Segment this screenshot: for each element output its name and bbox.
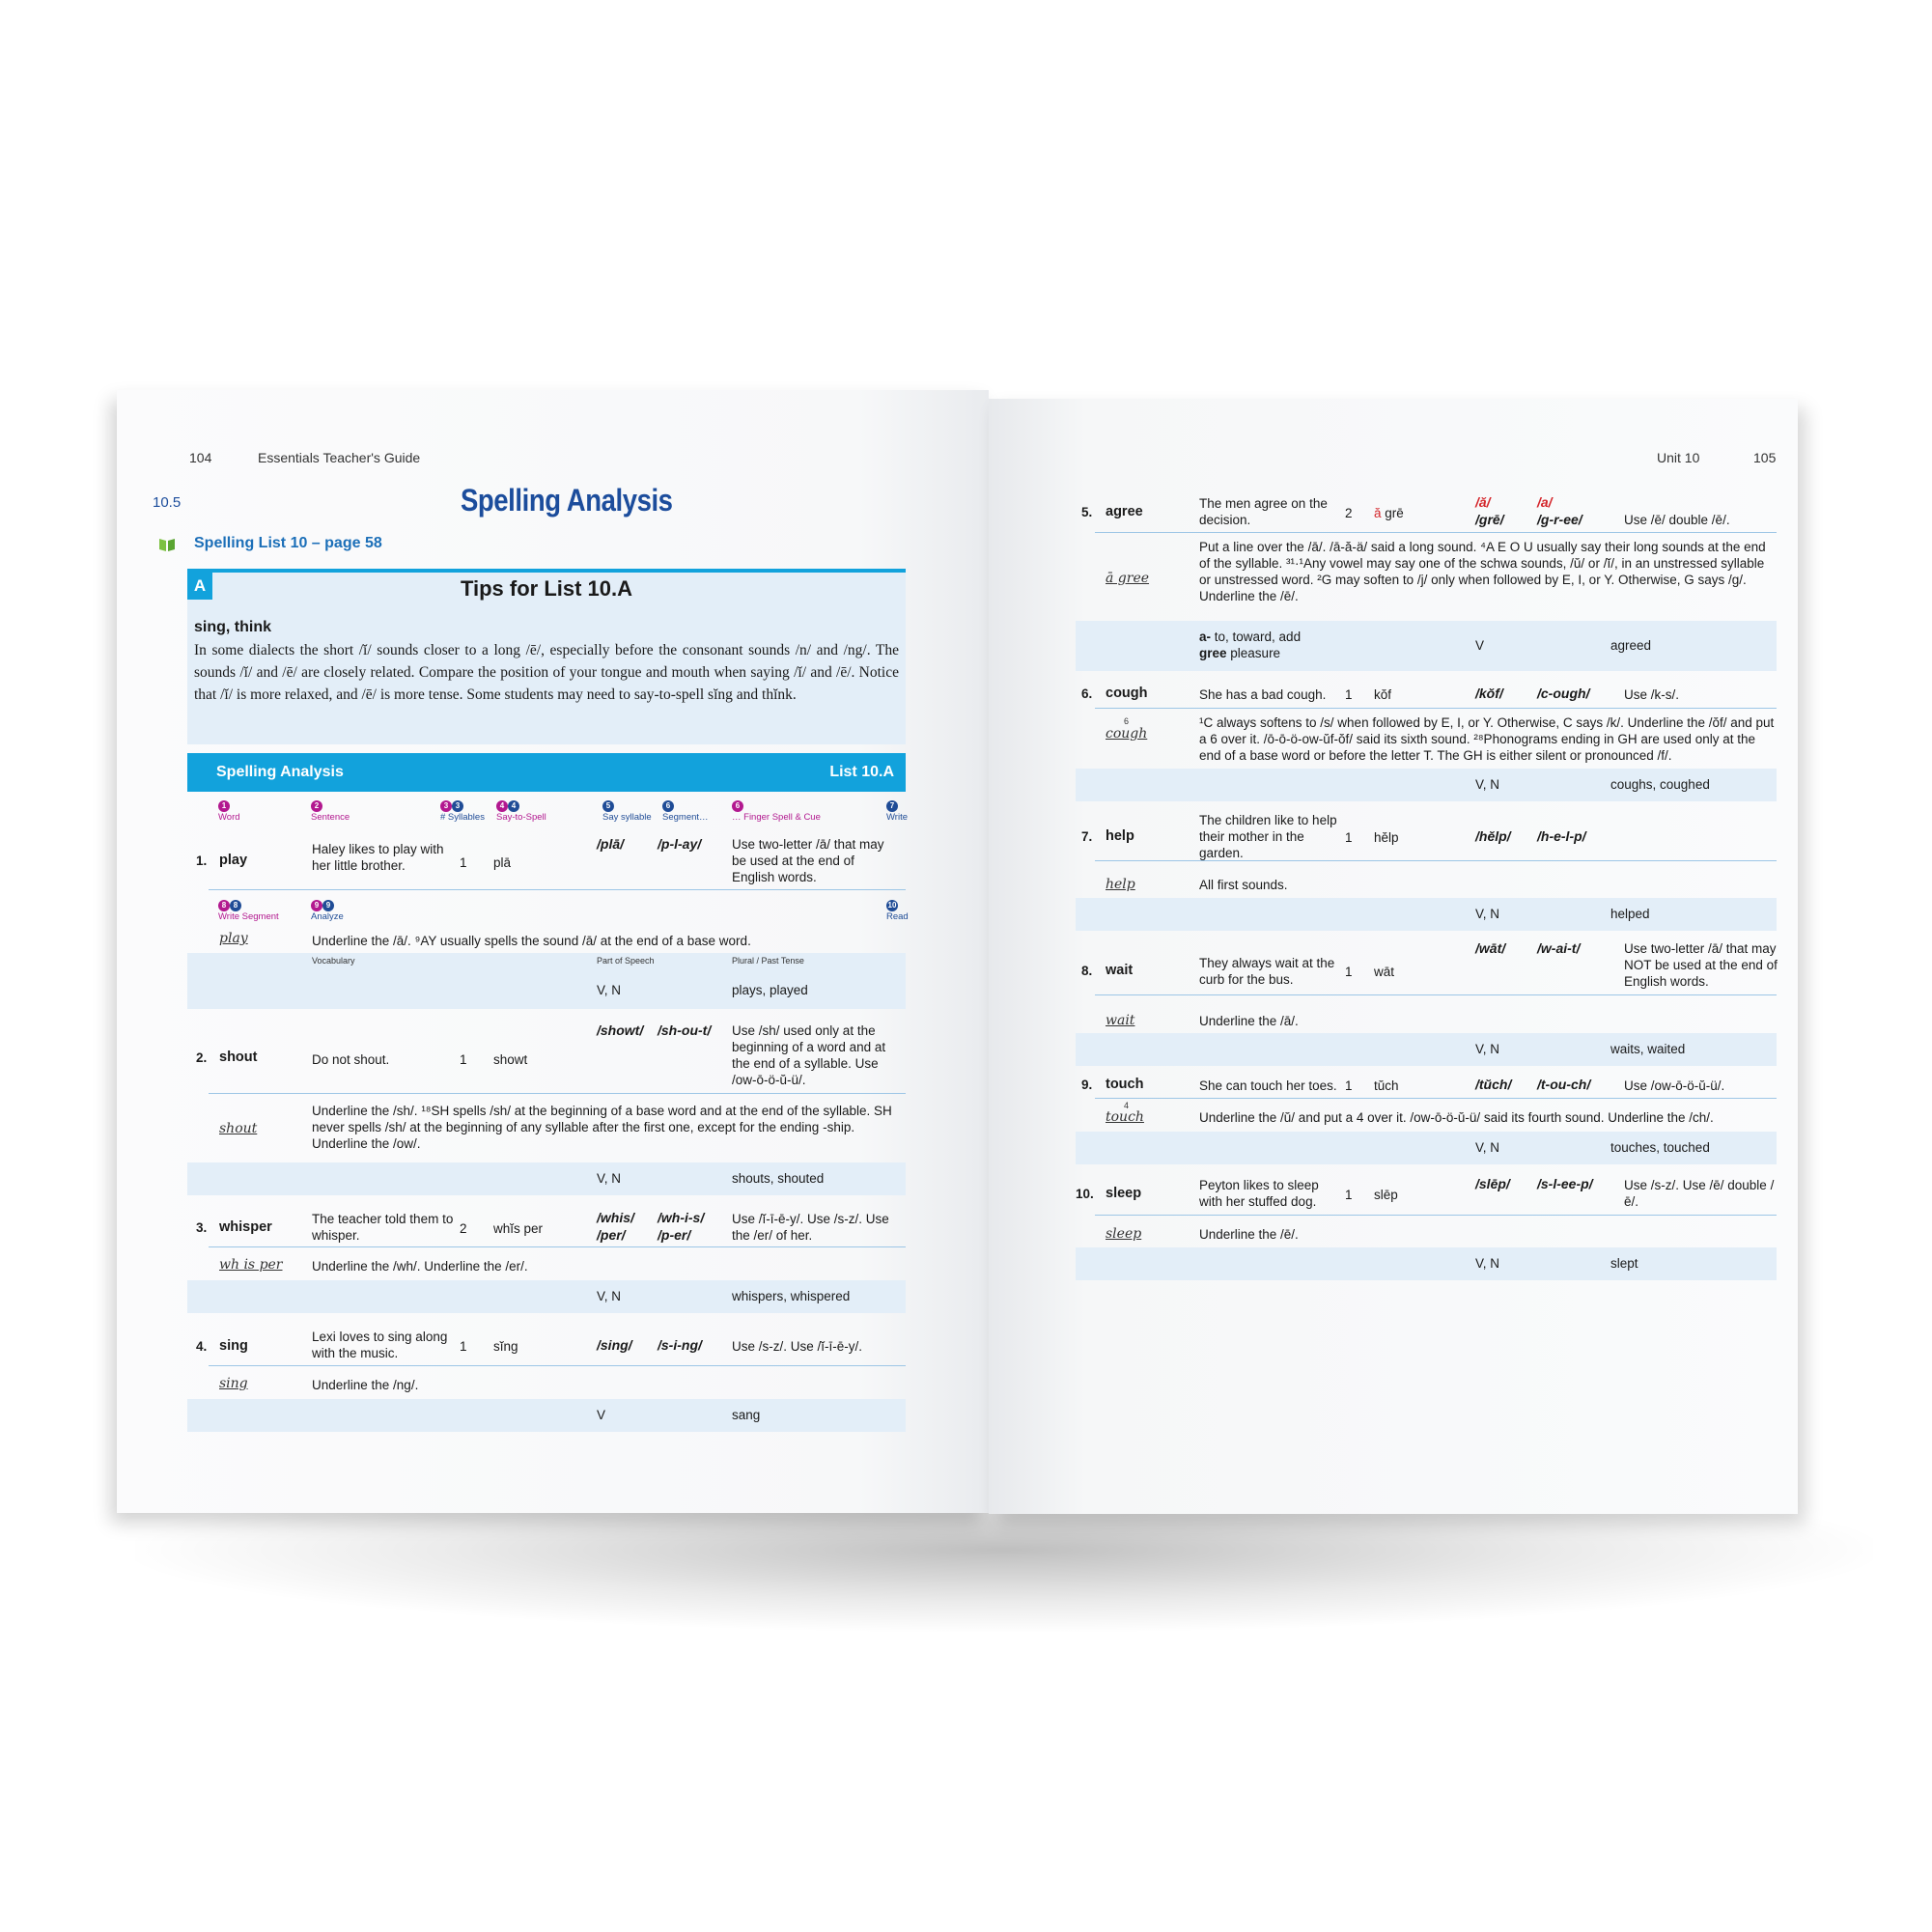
entry-sentence: Lexi loves to sing along with the music. xyxy=(312,1330,448,1360)
entry-word: sleep xyxy=(1106,1186,1142,1201)
vocab-meaning-b: pleasure xyxy=(1226,646,1281,660)
entry-segment: /c-ough/ xyxy=(1537,686,1590,701)
handwritten-word: sing xyxy=(219,1376,248,1391)
entry-say-to-spell: tŭch xyxy=(1374,1078,1399,1093)
page-number: 104 xyxy=(189,450,212,465)
col-part-of-speech: Part of Speech xyxy=(597,956,655,966)
vocab-band xyxy=(187,1280,906,1313)
entry-say-to-spell xyxy=(1374,505,1404,521)
col-write-segment: Write Segment xyxy=(218,911,279,922)
entry-number: 6. xyxy=(1081,686,1093,701)
handwritten-word: shout xyxy=(219,1121,258,1136)
tips-body: In some dialects the short /ĭ/ sounds closer to a long /ē/, especially before the consonant sounds /n/ and /ng/. The sounds /ĭ/ and /ē/ are closely related. Compare the position of your tongue and mouth when saying /ĭ/ and /ē/. Notice that /ĭ/ is more relaxed, and /ē/ is more tense. Some students may need to say-to-spell sĭng and thĭnk. xyxy=(194,642,899,703)
entry-say-to-spell: sĭng xyxy=(493,1339,518,1354)
step-dot: 7 xyxy=(886,800,898,812)
handwritten-word: wait xyxy=(1106,1013,1135,1028)
col-sentence: Sentence xyxy=(311,812,350,823)
entry-segment-2: /p-er/ xyxy=(658,1227,691,1243)
entry-segment: /wh-i-s/ xyxy=(658,1210,705,1225)
entry-number: 3. xyxy=(196,1220,208,1235)
entry-say-to-spell: hĕlp xyxy=(1374,830,1399,845)
entry-segment: /s-l-ee-p/ xyxy=(1537,1176,1593,1191)
say-vowel: ă xyxy=(1374,506,1382,520)
col-vocabulary: Vocabulary xyxy=(312,956,355,966)
entry-cue: Use /s-z/. Use /ĭ-ī-ē-y/. xyxy=(732,1339,863,1354)
row-divider xyxy=(1095,1098,1777,1099)
tips-words: sing, think xyxy=(194,619,271,635)
vocab-morpheme-b: gree xyxy=(1199,646,1227,660)
entry-phonetic: /grē/ xyxy=(1475,512,1504,527)
entry-phonetic-2: /per/ xyxy=(597,1227,626,1243)
row-divider xyxy=(209,1246,906,1247)
row-divider xyxy=(209,1093,906,1094)
entry-word: touch xyxy=(1106,1077,1144,1092)
section-number: 10.5 xyxy=(153,494,182,511)
entry-number: 9. xyxy=(1081,1078,1093,1092)
vocab-band xyxy=(1076,1033,1777,1066)
entry-number: 7. xyxy=(1081,829,1093,844)
entry-part-of-speech: V, N xyxy=(1475,907,1500,921)
entry-phonetic: /plā/ xyxy=(597,836,625,852)
col-finger-spell: … Finger Spell & Cue xyxy=(732,812,821,823)
entry-cue: Use /s-z/. Use /ē/ double /ē/. xyxy=(1624,1178,1775,1209)
vocab-line-2 xyxy=(1199,645,1280,661)
step-dot: 1 xyxy=(218,800,230,812)
step-dot: 9 xyxy=(311,900,322,911)
handwritten-word: wh is per xyxy=(219,1257,283,1273)
entry-part-of-speech: V xyxy=(1475,638,1485,653)
entry-sentence: The men agree on the decision. xyxy=(1199,496,1328,527)
step-dot: 6 xyxy=(732,800,743,812)
spelling-list-link[interactable]: Spelling List 10 – page 58 xyxy=(194,535,382,551)
entry-analysis: Underline the /sh/. ¹⁸SH spells /sh/ at the beginning of a base word and at the end of the syllable. SH never spells /sh/ at the beginning of any syllable after the first one, except for the ending -ship. Underline the /ow/. xyxy=(312,1104,892,1151)
row-divider xyxy=(209,1365,906,1366)
entry-plural: slept xyxy=(1610,1256,1638,1271)
entry-say-to-spell: plā xyxy=(493,855,512,870)
col-read: Read xyxy=(886,911,909,922)
entry-part-of-speech: V, N xyxy=(597,1171,622,1186)
entry-cue: Use /ow-ō-ö-ŭ-ü/. xyxy=(1624,1078,1725,1093)
entry-say-to-spell: kŏf xyxy=(1374,687,1392,702)
running-head: Unit 10 xyxy=(1657,450,1700,465)
say-rest: grē xyxy=(1385,506,1404,520)
entry-analysis: Put a line over the /ā/. /ā-ă-ä/ said a long sound. ⁴A E O U usually say their long sounds at the end of the syllable. ³¹·¹Any vowel may say one of the schwa sounds, /ŭ/ or /ĭ/, in an unstressed syllable or unstressed word. ²G may soften to /j/ only when followed by E, I, or Y. Otherwise, G says /g/. Underline the /ē/. xyxy=(1199,540,1766,603)
entry-plural: plays, played xyxy=(732,983,808,997)
handwritten-marker: 4 xyxy=(1124,1101,1130,1110)
left-page xyxy=(117,390,989,1513)
entry-phonetic: /wāt/ xyxy=(1475,940,1506,956)
entry-phonetic: /kŏf/ xyxy=(1475,686,1503,701)
entry-cue: Use /ē/ double /ē/. xyxy=(1624,513,1730,527)
step-dot: 4 xyxy=(496,800,508,812)
analysis-header-title: Spelling Analysis xyxy=(216,764,344,780)
entry-plural: touches, touched xyxy=(1610,1140,1710,1155)
step-dot: 8 xyxy=(230,900,241,911)
entry-phonetic: /tŭch/ xyxy=(1475,1077,1512,1092)
entry-part-of-speech: V, N xyxy=(597,1289,622,1303)
entry-say-to-spell: wāt xyxy=(1374,965,1395,979)
col-say-syllable: Say syllable xyxy=(602,812,652,823)
entry-plural: whispers, whispered xyxy=(732,1289,851,1303)
entry-part-of-speech: V, N xyxy=(597,983,622,997)
entry-syllables: 1 xyxy=(1345,1078,1353,1093)
entry-cue: Use two-letter /ā/ that may NOT be used at the end of English words. xyxy=(1624,941,1778,989)
entry-analysis: Underline the /ŭ/ and put a 4 over it. /ow-ō-ö-ŭ-ü/ said its fourth sound. Underline the /ch/. xyxy=(1199,1110,1714,1125)
entry-word: whisper xyxy=(219,1219,272,1235)
col-plural: Plural / Past Tense xyxy=(732,956,804,966)
entry-sentence: Do not shout. xyxy=(312,1052,390,1067)
entry-phonetic: /whis/ xyxy=(597,1210,634,1225)
row-divider xyxy=(1095,860,1777,861)
step-dot: 5 xyxy=(602,800,614,812)
entry-analysis: Underline the /ā/. xyxy=(1199,1014,1299,1028)
vocab-band xyxy=(1076,1247,1777,1280)
entry-number: 4. xyxy=(196,1339,208,1354)
page-number: 105 xyxy=(1753,450,1777,465)
handwritten-word: touch xyxy=(1106,1109,1144,1125)
entry-analysis: Underline the /ng/. xyxy=(312,1378,419,1392)
column-headers-2 xyxy=(218,900,913,927)
entry-plural: helped xyxy=(1610,907,1650,921)
row-divider xyxy=(1095,1215,1777,1216)
row-divider xyxy=(1095,532,1777,533)
analysis-header-list: List 10.A xyxy=(829,764,894,780)
entry-analysis: Underline the /ē/. xyxy=(1199,1227,1299,1242)
entry-number: 1. xyxy=(196,854,208,868)
entry-sentence: The teacher told them to whisper. xyxy=(312,1212,454,1243)
entry-sentence: She can touch her toes. xyxy=(1199,1078,1337,1093)
col-write: Write xyxy=(886,812,908,823)
entry-segment: /g-r-ee/ xyxy=(1537,512,1582,527)
running-head: Essentials Teacher's Guide xyxy=(258,450,421,465)
row-divider xyxy=(1095,708,1777,709)
entry-syllables: 1 xyxy=(460,855,467,870)
entry-plural: coughs, coughed xyxy=(1610,777,1710,792)
vocab-band xyxy=(187,1399,906,1432)
entry-phonetic: /hĕlp/ xyxy=(1475,828,1511,844)
entry-segment-a: /a/ xyxy=(1537,494,1553,510)
row-divider xyxy=(1095,994,1777,995)
handwritten-word: sleep xyxy=(1106,1226,1142,1242)
entry-segment: /h-e-l-p/ xyxy=(1537,828,1586,844)
entry-cue: Use two-letter /ā/ that may be used at the end of English words. xyxy=(732,837,884,884)
handwritten-word: help xyxy=(1106,877,1135,892)
entry-word: play xyxy=(219,853,248,868)
entry-number: 10. xyxy=(1076,1187,1094,1201)
step-dot: 8 xyxy=(218,900,230,911)
vocab-band xyxy=(187,1162,906,1195)
entry-analysis: Underline the /wh/. Underline the /er/. xyxy=(312,1259,528,1274)
step-dot: 6 xyxy=(662,800,674,812)
entry-sentence: She has a bad cough. xyxy=(1199,687,1327,702)
col-analyze: Analyze xyxy=(311,911,344,922)
step-dot: 10 xyxy=(887,901,897,910)
col-segment: Segment… xyxy=(662,812,709,823)
step-dot: 3 xyxy=(452,800,463,812)
entry-phonetic: /slēp/ xyxy=(1475,1176,1510,1191)
step-dot: 4 xyxy=(508,800,519,812)
entry-sentence: Haley likes to play with her little brother. xyxy=(312,842,444,873)
vocab-band xyxy=(1076,621,1777,671)
entry-number: 5. xyxy=(1081,505,1093,519)
entry-word: sing xyxy=(219,1338,248,1354)
entry-segment: /sh-ou-t/ xyxy=(658,1022,712,1038)
entry-segment: /w-ai-t/ xyxy=(1537,940,1581,956)
entry-syllables: 1 xyxy=(1345,830,1353,845)
entry-phonetic: /showt/ xyxy=(597,1022,644,1038)
entry-word: cough xyxy=(1106,686,1148,701)
entry-syllables: 1 xyxy=(460,1052,467,1067)
entry-plural: shouts, shouted xyxy=(732,1171,825,1186)
col-say-to-spell: Say-to-Spell xyxy=(496,812,546,823)
entry-syllables: 1 xyxy=(460,1339,467,1354)
entry-syllables: 1 xyxy=(1345,687,1353,702)
tips-title: Tips for List 10.A xyxy=(460,576,633,601)
row-divider xyxy=(209,889,906,890)
entry-word: shout xyxy=(219,1050,258,1065)
entry-part-of-speech: V, N xyxy=(1475,1042,1500,1056)
entry-analysis: Underline the /ā/. ⁹AY usually spells the sound /ā/ at the end of a base word. xyxy=(312,934,751,948)
vocab-band xyxy=(187,953,906,1009)
entry-number: 8. xyxy=(1081,964,1093,978)
entry-part-of-speech: V, N xyxy=(1475,777,1500,792)
page-title: Spelling Analysis xyxy=(461,483,673,518)
step-dot: 2 xyxy=(311,800,322,812)
entry-cue: Use /sh/ used only at the beginning of a word and at the end of a syllable. Use /ow-ō-ö-ŭ-ü/. xyxy=(732,1023,886,1087)
entry-plural: sang xyxy=(732,1408,761,1422)
entry-word: agree xyxy=(1106,504,1143,519)
entry-syllables: 1 xyxy=(1345,965,1353,979)
entry-part-of-speech: V xyxy=(597,1408,606,1422)
entry-analysis: All first sounds. xyxy=(1199,878,1288,892)
vocab-band xyxy=(1076,898,1777,931)
entry-say-to-spell: whĭs per xyxy=(493,1221,544,1236)
vocab-line-1 xyxy=(1199,629,1301,645)
entry-plural: waits, waited xyxy=(1610,1042,1686,1056)
entry-segment: /s-i-ng/ xyxy=(658,1337,702,1353)
col-word: Word xyxy=(218,812,240,823)
entry-say-to-spell: slēp xyxy=(1374,1188,1398,1202)
entry-segment: /p-l-ay/ xyxy=(658,836,702,852)
handwritten-word: ā gree xyxy=(1106,571,1150,586)
entry-analysis: ¹C always softens to /s/ when followed by E, I, or Y. Otherwise, C says /k/. Underline the /ŏf/ and put a 6 over it. /ō-ō-ö-ow-ŭf-ŏf/ said its sixth sound. ²⁸Phonograms ending in GH are used only at the end of a base word or before the letter T. The GH is either silent or pronounced /f/. xyxy=(1199,715,1775,763)
analysis-header xyxy=(187,753,906,792)
entry-sentence: The children like to help their mother in the garden. xyxy=(1199,813,1337,860)
entry-segment: /t-ou-ch/ xyxy=(1537,1077,1591,1092)
tips-tab: A xyxy=(187,573,212,600)
entry-number: 2. xyxy=(196,1050,208,1065)
handwritten-word: cough xyxy=(1106,726,1148,742)
col-syllables: # Syllables xyxy=(440,812,485,823)
entry-phonetic: /sing/ xyxy=(597,1337,632,1353)
tips-box xyxy=(187,569,906,744)
entry-syllables: 1 xyxy=(1345,1188,1353,1202)
vocab-band xyxy=(1076,769,1777,801)
entry-word: help xyxy=(1106,828,1134,844)
book-icon xyxy=(158,537,176,552)
entry-syllables: 2 xyxy=(460,1221,467,1236)
handwritten-word: play xyxy=(219,931,248,946)
entry-cue: Use /ĭ-ī-ē-y/. Use /s-z/. Use the /er/ of her. xyxy=(732,1212,889,1243)
vocab-band xyxy=(1076,1132,1777,1164)
handwritten-marker: 6 xyxy=(1124,716,1130,726)
entry-phonetic-a: /ă/ xyxy=(1475,494,1491,510)
column-headers xyxy=(218,800,913,829)
vocab-morpheme-a: a- xyxy=(1199,630,1212,644)
entry-say-to-spell: showt xyxy=(493,1052,528,1067)
right-page xyxy=(989,399,1798,1514)
entry-sentence: Peyton likes to sleep with her stuffed dog. xyxy=(1199,1178,1319,1209)
entry-plural: agreed xyxy=(1610,638,1652,653)
step-dot: 9 xyxy=(322,900,334,911)
entry-syllables: 2 xyxy=(1345,506,1353,520)
entry-part-of-speech: V, N xyxy=(1475,1256,1500,1271)
vocab-meaning-a: to, toward, add xyxy=(1211,630,1302,644)
entry-part-of-speech: V, N xyxy=(1475,1140,1500,1155)
step-dot: 3 xyxy=(440,800,452,812)
entry-word: wait xyxy=(1106,963,1134,978)
entry-sentence: They always wait at the curb for the bus. xyxy=(1199,956,1335,987)
entry-cue: Use /k-s/. xyxy=(1624,687,1680,702)
